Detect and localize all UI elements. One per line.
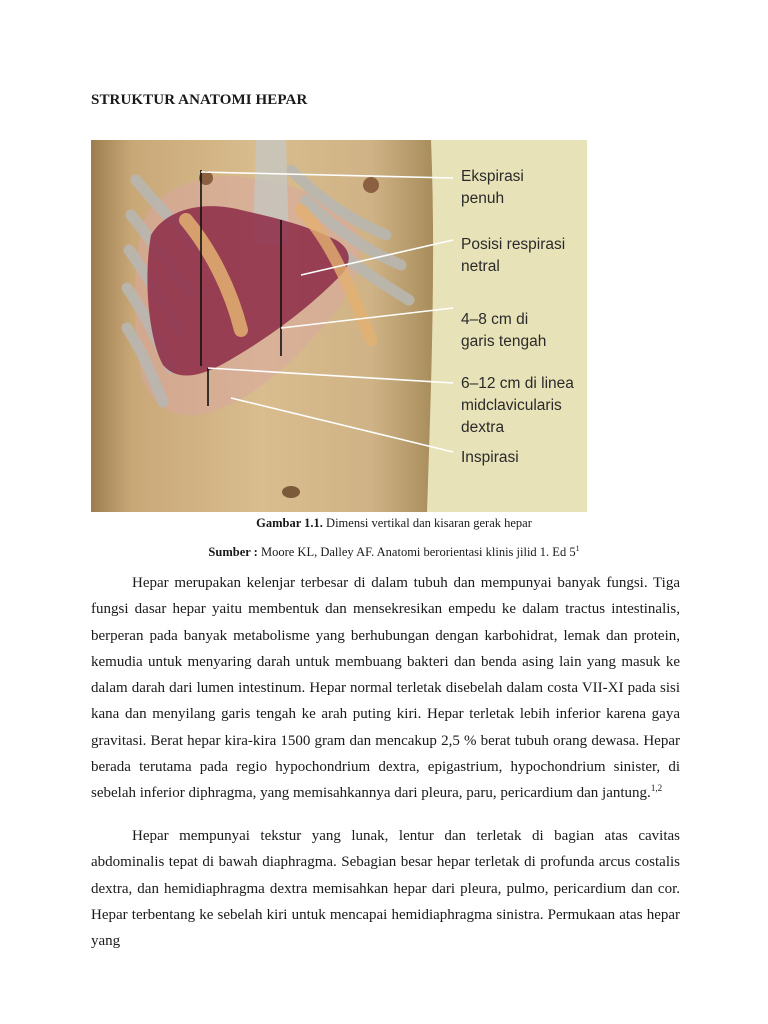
liver-illustration [91,140,587,512]
source-label: Sumber : [208,545,258,560]
paragraph-2-text: Hepar mempunyai tekstur yang lunak, lentur dan terletak di bagian atas cavitas abdominalis tepat di bawah diaphragma. Sebagian besar hepar terletak di profunda arcus costalis dextra, dan hemidiaphragma dextra memisahkan hepar dari pleura, pulmo, pericardium dan cor. Hepar terbentang ke sebelah kiri untuk mencapai hemidiaphragma sinistra. Permukaan atas hepar yang [91,828,680,950]
label-mcl-1: 6–12 cm di linea [461,375,574,392]
paragraph-1-reference: 1,2 [650,783,663,794]
label-midline-2: garis tengah [461,333,547,350]
page-title: STRUKTUR ANATOMI HEPAR [91,92,308,108]
figure-caption [10,516,768,531]
paragraph-1 [91,570,680,807]
liver-anatomy-figure [91,140,587,512]
label-ekspirasi-2: penuh [461,190,505,207]
source-reference: 1 [575,544,580,553]
paragraph-1-text: Hepar merupakan kelenjar terbesar di dalam tubuh dan mempunyai banyak fungsi. Tiga fungsi dasar hepar yaitu membentuk dan mensekresikan empedu ke dalam tractus intestinalis, berperan pada banyak metabolisme yang berhubungan dengan karbohidrat, lemak dan protein, kemudia untuk menyaring darah untuk membuang bakteri dan benda asing lain yang masuk ke dalam darah dari lumen intestinum. Hepar normal terletak disebelah dalam costa VII-XI pada sisi kana dan menyilang garis tengah ke arah puting kiri. Hepar terletak lebih inferior karena gaya gravitasi. Berat hepar kira-kira 1500 gram dan mencakup 2,5 % berat tubuh orang dewasa. Hepar berada terutama pada regio hypochondrium dextra, epigastrium, hypochondrium sinister, di sebelah inferior diphragma, yang memisahkannya dari pleura, paru, pericardium dan jantung. [91,575,680,802]
label-midline-1: 4–8 cm di [461,311,529,328]
nipple-right [363,177,379,193]
label-posisi-2: netral [461,258,500,275]
label-ekspirasi-1: Ekspirasi [461,168,524,185]
paragraph-2 [91,823,680,954]
figure-source [10,544,768,560]
figure-caption-text: Dimensi vertikal dan kisaran gerak hepar [322,516,532,530]
figure-number: Gambar 1.1. [256,516,323,530]
label-posisi-1: Posisi respirasi [461,236,566,253]
label-mcl-3: dextra [461,419,505,436]
label-mcl-2: midclavicularis [461,397,562,414]
label-inspirasi: Inspirasi [461,449,519,466]
navel [282,486,300,498]
source-text: Moore KL, Dalley AF. Anatomi berorientasi klinis jilid 1. Ed 5 [257,545,576,560]
